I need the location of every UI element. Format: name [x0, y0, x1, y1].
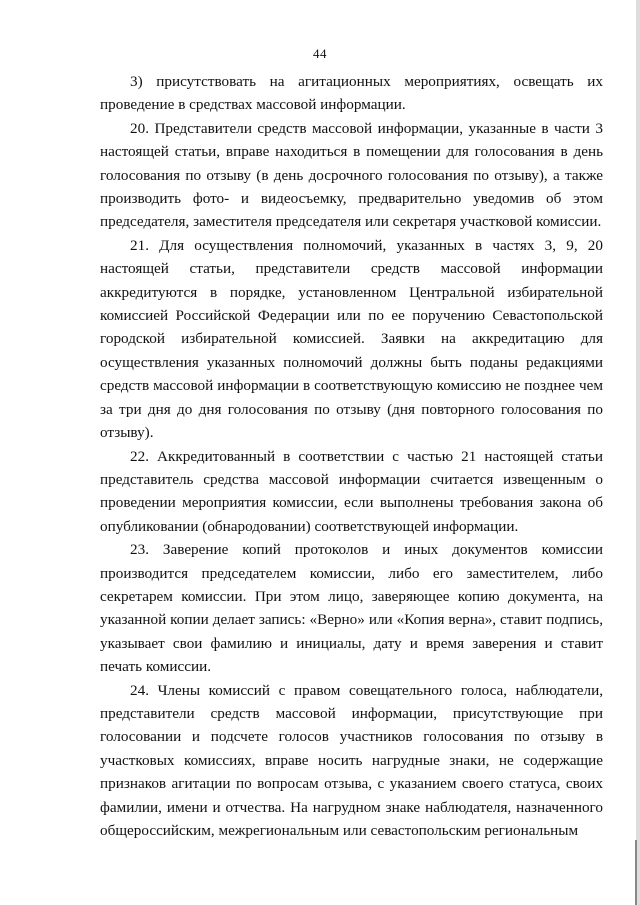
paragraph-item-3: 3) присутствовать на агитационных мероприятиях, освещать их проведение в средствах массовой информации.	[100, 73, 603, 114]
document-body	[100, 70, 603, 842]
scan-edge	[636, 0, 640, 905]
page-number: 44	[313, 46, 327, 61]
paragraph-part-24: 24. Члены комиссий с правом совещательного голоса, наблюдатели, представители средств массовой информации, присутствующие при голосовании и подсчете голосов участников голосования по отзыву в участковых комиссиях, вправе носить нагрудные знаки, не содержащие признаков агитации по вопросам отзыва, с указанием своего статуса, своих фамилии, имени и отчества. На нагрудном знаке наблюдателя, назначенного общероссийским, межрегиональным или севастопольским региональным	[100, 681, 603, 839]
paragraph-part-22: 22. Аккредитованный в соответствии с частью 21 настоящей статьи представитель средства массовой информации считается извещенным о проведении мероприятия комиссии, если выполнены требования закона об опубликовании (обнародовании) соответствующей информации.	[100, 447, 603, 535]
paragraph-part-20: 20. Представители средств массовой информации, указанные в части 3 настоящей статьи, вправе находиться в помещении для голосования в день голосования по отзыву (в день досрочного голосования по отзыву), а также производить фото- и видеосъемку, предварительно уведомив об этом председателя, заместителя председателя или секретаря участковой комиссии.	[100, 119, 603, 231]
paragraph-part-21: 21. Для осуществления полномочий, указанных в частях 3, 9, 20 настоящей статьи, представители средств массовой информации аккредитуются в порядке, установленном Центральной избирательной комиссией Российской Федерации или по ее поручению Севастопольской городской избирательной комиссией. Заявки на аккредитацию для осуществления указанных полномочий должны быть поданы редакциями средств массовой информации в соответствующую комиссию не позднее чем за три дня до дня голосования по отзыву (дня повторного голосования по отзыву).	[100, 236, 603, 442]
scan-edge-shadow	[635, 840, 637, 905]
paragraph-part-23: 23. Заверение копий протоколов и иных документов комиссии производится председателем комиссии, либо его заместителем, либо секретарем комиссии. При этом лицо, заверяющее копию документа, на указанной копии делает запись: «Верно» или «Копия верна», ставит подпись, указывает свои фамилию и инициалы, дату и время заверения и ставит печать комиссии.	[100, 541, 603, 676]
